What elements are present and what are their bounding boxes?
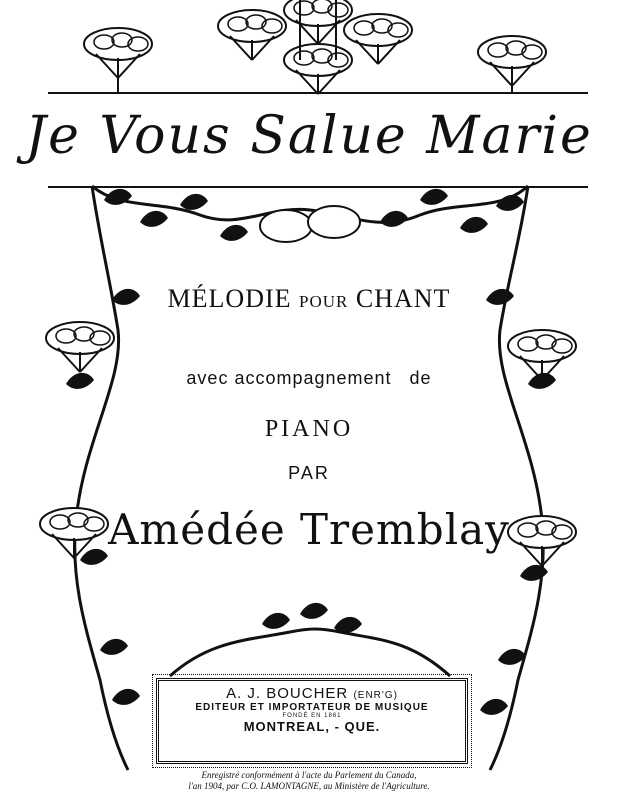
publisher-founded: FONDÉ EN 1861 [282, 713, 342, 719]
page-title: Je Vous Salue Marie [25, 106, 593, 166]
instrument-text: PIANO [264, 416, 354, 442]
top-flowers [84, 0, 546, 94]
copyright-line-2: l'an 1904, par C.O. LAMONTAGNE, au Ministère de l'Agriculture. [188, 781, 430, 791]
accompaniment-text: avec accompagnement de [186, 368, 432, 388]
publisher-city: MONTREAL, - QUE. [243, 719, 381, 734]
subtitle-melodie: MÉLODIE [167, 284, 292, 313]
composer-name: Amédée Tremblay [108, 505, 510, 554]
publisher-enrg: (ENR'G) [353, 690, 398, 701]
publisher-name: A. J. BOUCHER [226, 685, 349, 702]
publisher-role: EDITEUR ET IMPORTATEUR DE MUSIQUE [195, 702, 429, 713]
bottom-arch [170, 603, 450, 676]
by-text: PAR [288, 463, 330, 483]
publisher-name-line [159, 685, 465, 702]
subtitle [0, 284, 618, 314]
publisher-imprint [156, 678, 468, 764]
subtitle-chant: CHANT [355, 284, 451, 313]
copyright-line-1: Enregistré conformément à l'acte du Parlement du Canada, [201, 770, 417, 780]
copyright-notice [0, 770, 618, 792]
subtitle-pour: POUR [299, 292, 349, 311]
vine-canopy [92, 186, 528, 242]
